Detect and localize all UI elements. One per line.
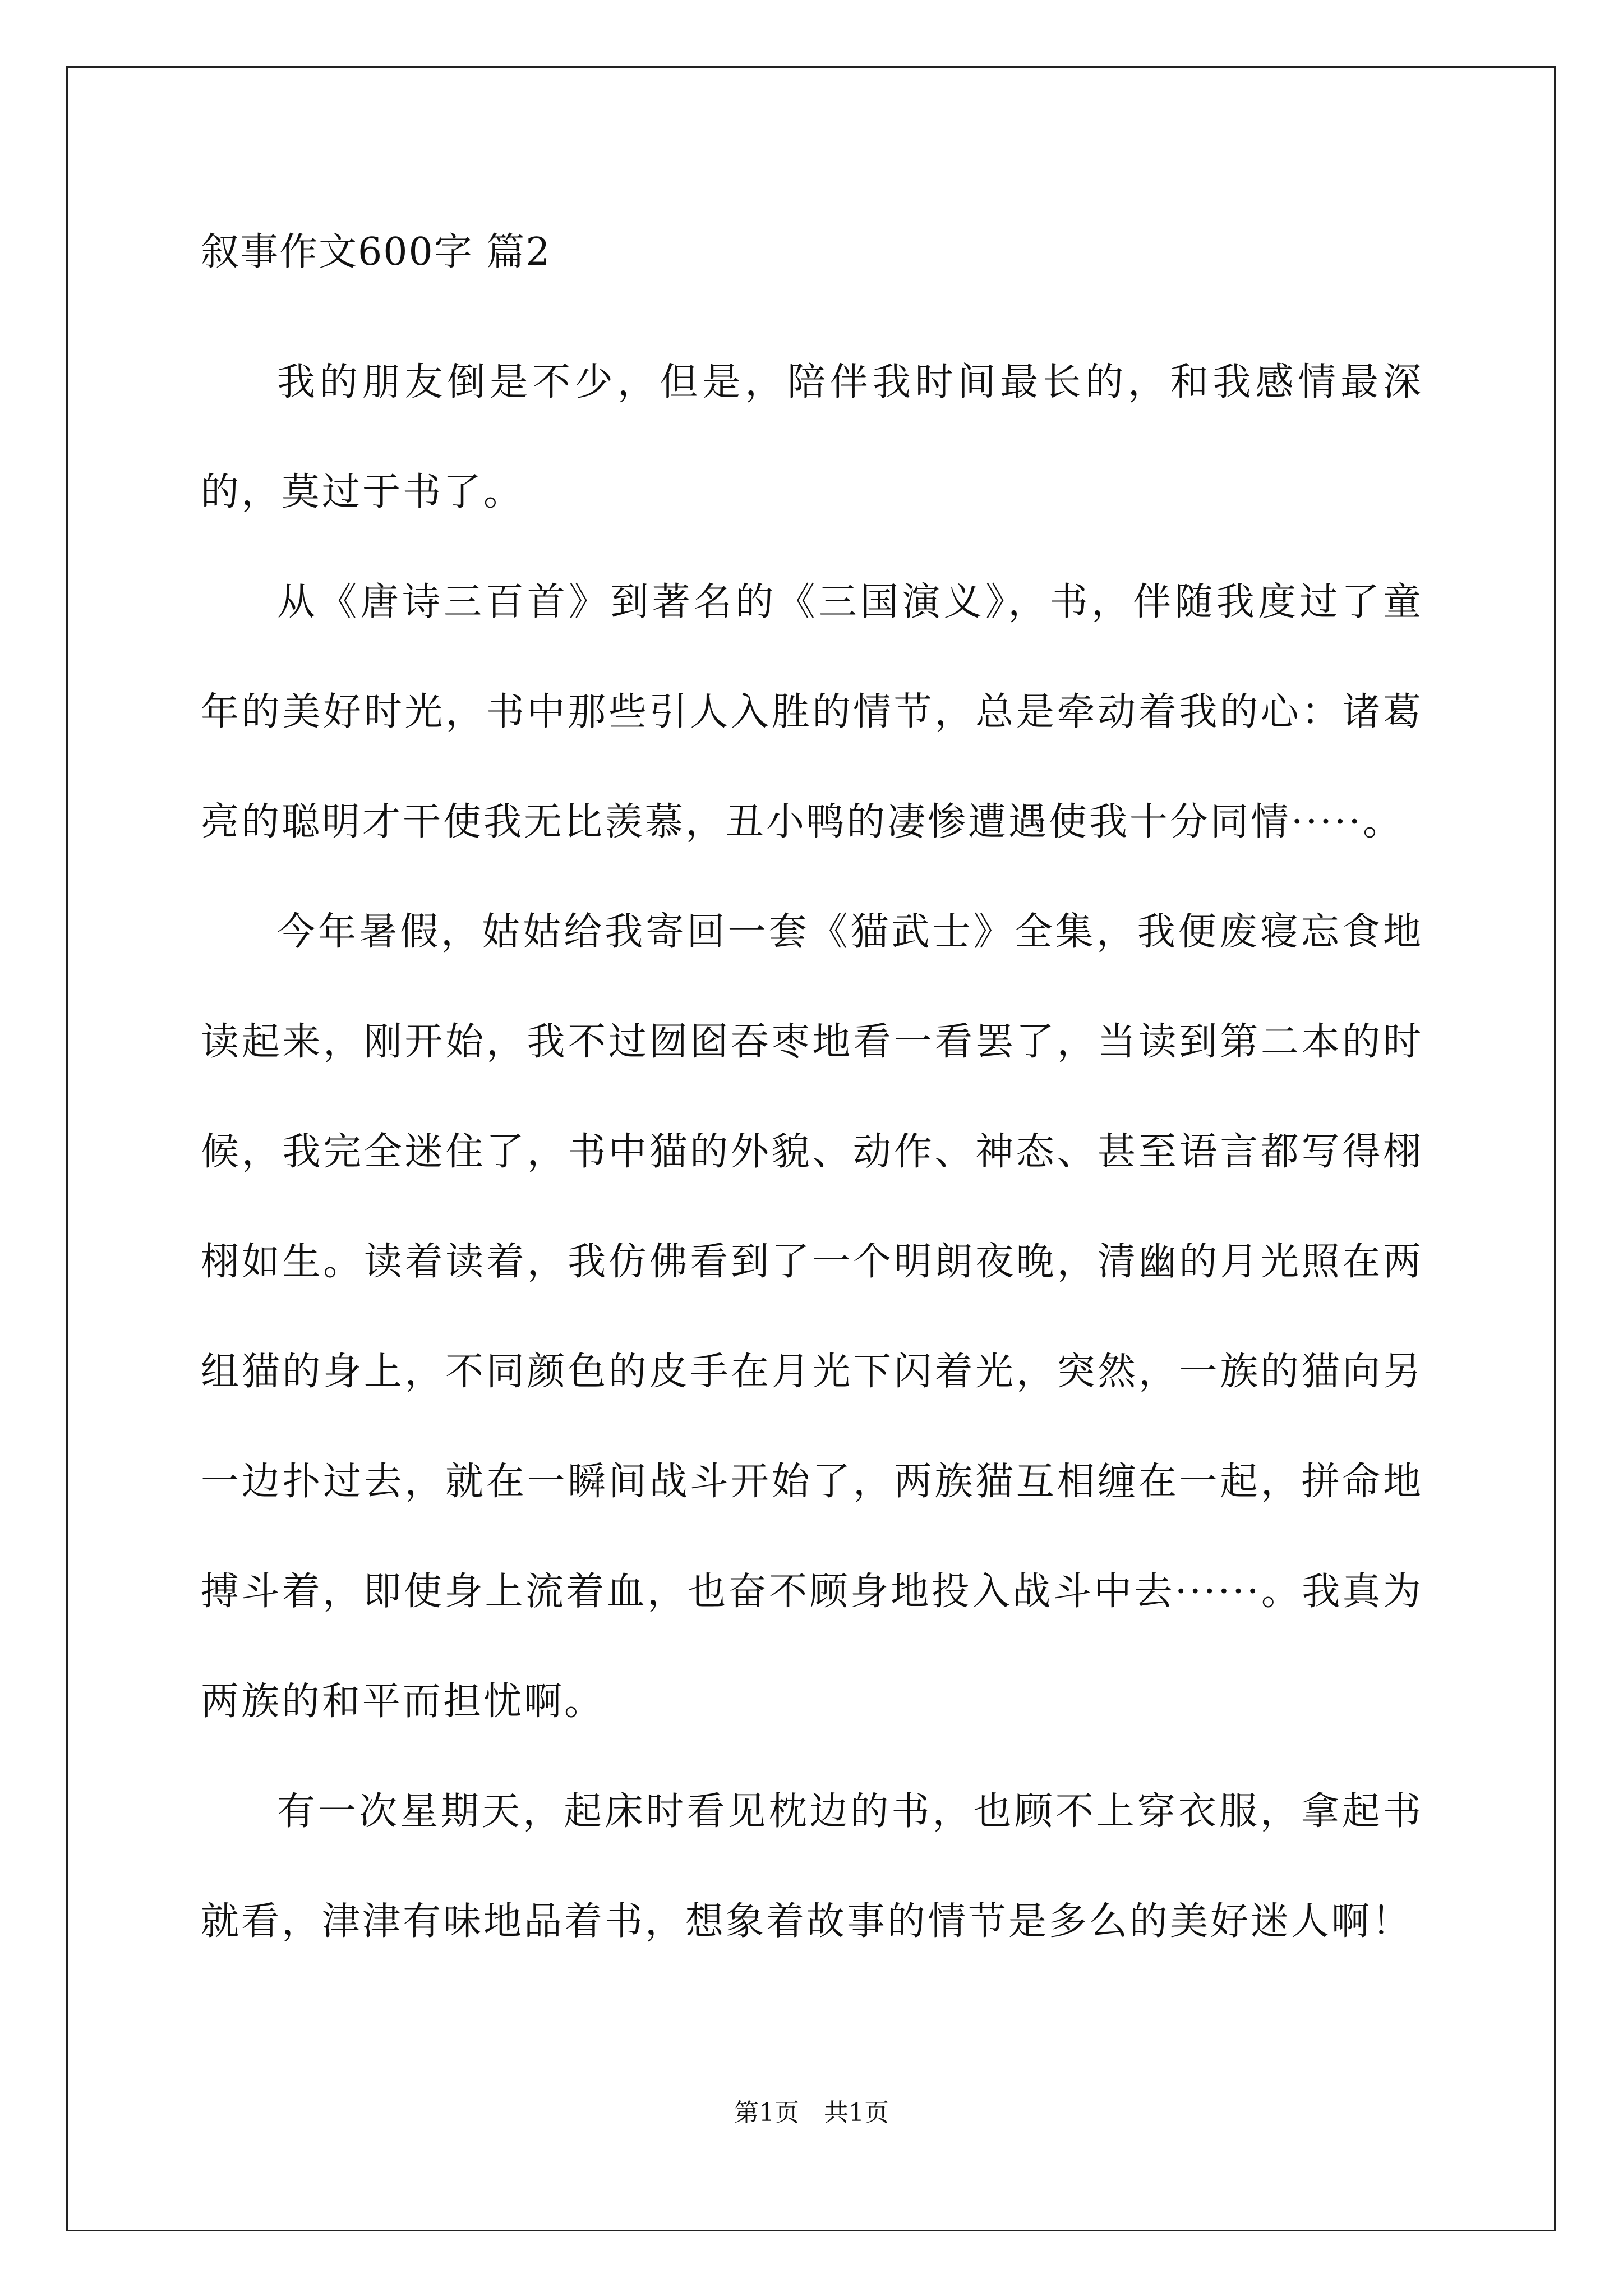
paragraph: 从《唐诗三百首》到著名的《三国演义》，书，伴随我度过了童年的美好时光，书中那些引人入胜的情节，总是牵动着我的心：诸葛亮的聪明才干使我无比羡慕，丑小鸭的凄惨遭遇使我十分同情·····。 bbox=[201, 580, 1423, 844]
document-title: 叙事作文600字 篇2 bbox=[201, 230, 551, 274]
paragraph: 我的朋友倒是不少，但是，陪伴我时间最长的，和我感情最深的，莫过于书了。 bbox=[201, 360, 1423, 514]
page-number-footer: 第1页 共1页 bbox=[734, 2099, 889, 2127]
document-body bbox=[201, 219, 1423, 1977]
paragraph: 有一次星期天，起床时看见枕边的书，也顾不上穿衣服，拿起书就看，津津有味地品着书，想象着故事的情节是多么的美好迷人啊！ bbox=[201, 1789, 1423, 1944]
paragraph: 今年暑假，姑姑给我寄回一套《猫武士》全集，我便废寝忘食地读起来，刚开始，我不过囫囵吞枣地看一看罢了，当读到第二本的时候，我完全迷住了，书中猫的外貌、动作、神态、甚至语言都写得栩栩如生。读着读着，我仿佛看到了一个明朗夜晚，清幽的月光照在两组猫的身上，不同颜色的皮手在月光下闪着光，突然，一族的猫向另一边扑过去，就在一瞬间战斗开始了，两族猫互相缠在一起，拼命地搏斗着，即使身上流着血，也奋不顾身地投入战斗中去······。我真为两族的和平而担忧啊。 bbox=[201, 910, 1423, 1724]
